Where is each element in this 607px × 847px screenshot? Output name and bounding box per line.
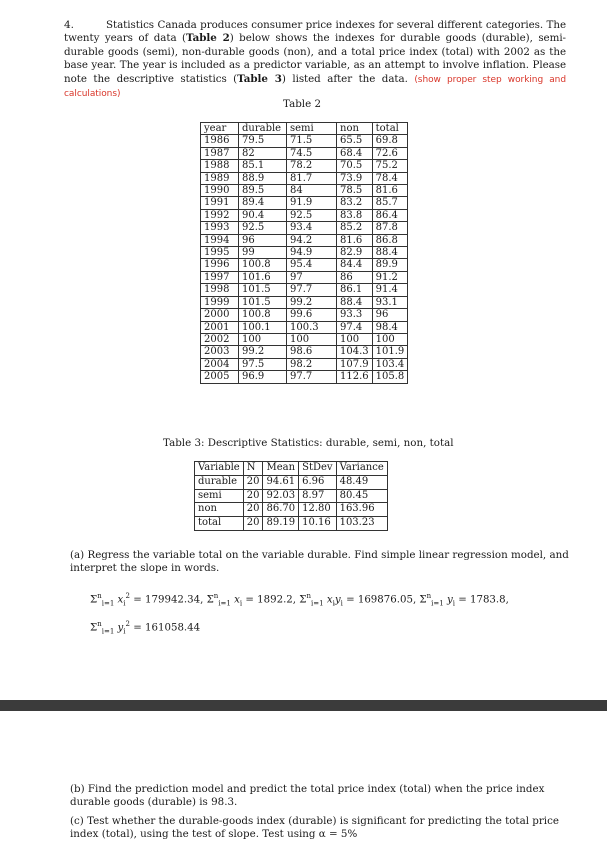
table-cell: 100 (239, 333, 287, 345)
table-row (201, 371, 408, 383)
table-cell: 74.5 (287, 147, 337, 159)
table-cell: 105.8 (372, 371, 408, 383)
table-cell: 103.23 (336, 517, 387, 531)
table-cell: 92.5 (239, 222, 287, 234)
table-cell: 65.5 (337, 135, 373, 147)
table-cell: durable (195, 475, 244, 489)
sums-line-1: $\Sigma^n_{i=1}$ $x_i^2 = 179942.34$, $\Sigma^n_{i=1}$ $x_i = 1892.2$, $\Sigma^n_{i=1}$ $x_iy_i = 169876.05$, $\Sigma^n_{i=1}$ $y_i = 1783.8$, (90, 592, 509, 608)
table-cell: 93.1 (372, 296, 408, 308)
table-cell: 68.4 (337, 147, 373, 159)
table-cell: 78.5 (337, 185, 373, 197)
table-cell: 1998 (201, 284, 239, 296)
table-cell: 1989 (201, 172, 239, 184)
table-cell: 99.2 (287, 296, 337, 308)
table-row (195, 475, 388, 489)
table-row (195, 517, 388, 531)
table-cell: 1987 (201, 147, 239, 159)
table-cell: 8.97 (299, 489, 336, 503)
table-row (201, 222, 408, 234)
column-header: N (243, 462, 263, 476)
table-row (201, 234, 408, 246)
table-cell: 94.2 (287, 234, 337, 246)
table-cell: 1999 (201, 296, 239, 308)
table-cell: 89.5 (239, 185, 287, 197)
table-cell: 87.8 (372, 222, 408, 234)
table-row (201, 296, 408, 308)
table-cell: 107.9 (337, 358, 373, 370)
table-cell: 100.3 (287, 321, 337, 333)
column-header: Variable (195, 462, 244, 476)
table-row (201, 358, 408, 370)
table-cell: 101.9 (372, 346, 408, 358)
table-cell: 98.4 (372, 321, 408, 333)
column-header: non (337, 123, 373, 135)
page-separator-bar (0, 700, 607, 711)
table-cell: 98.6 (287, 346, 337, 358)
table-cell: 79.5 (239, 135, 287, 147)
table-cell: 99 (239, 247, 287, 259)
table-cell: 100 (287, 333, 337, 345)
table-cell: 12.80 (299, 503, 336, 517)
table3-reference: Table 3 (237, 72, 282, 85)
table-cell: 89.4 (239, 197, 287, 209)
table-row (201, 185, 408, 197)
table-cell: 1988 (201, 160, 239, 172)
table-cell: 89.9 (372, 259, 408, 271)
table-row (195, 489, 388, 503)
table-cell: 86.70 (263, 503, 299, 517)
table-cell: 93.4 (287, 222, 337, 234)
table-cell: 69.8 (372, 135, 408, 147)
table-cell: 88.9 (239, 172, 287, 184)
table2-reference: Table 2 (186, 32, 230, 45)
table-cell: 89.19 (263, 517, 299, 531)
table-cell: 86.4 (372, 209, 408, 221)
table-cell: 81.7 (287, 172, 337, 184)
sum-x-value: 1892.2 (257, 594, 293, 606)
table-cell: 81.6 (337, 234, 373, 246)
table-row (201, 160, 408, 172)
table-cell: 100 (337, 333, 373, 345)
table-cell: 82.9 (337, 247, 373, 259)
table-cell: 101.5 (239, 284, 287, 296)
table-cell: 1992 (201, 209, 239, 221)
table-cell: 1994 (201, 234, 239, 246)
table-cell: 75.2 (372, 160, 408, 172)
table-cell: 72.6 (372, 147, 408, 159)
column-header: StDev (299, 462, 336, 476)
table-cell: 91.9 (287, 197, 337, 209)
table-cell: 90.4 (239, 209, 287, 221)
table-cell: 80.45 (336, 489, 387, 503)
table-cell: 91.2 (372, 271, 408, 283)
table-cell: 81.6 (372, 185, 408, 197)
table-row (201, 197, 408, 209)
table-cell: semi (195, 489, 244, 503)
table3 (194, 461, 388, 531)
table-cell: 163.96 (336, 503, 387, 517)
table-cell: 101.5 (239, 296, 287, 308)
table-cell: 73.9 (337, 172, 373, 184)
table-cell: non (195, 503, 244, 517)
table-cell: 92.5 (287, 209, 337, 221)
instruction-hint: (show proper step working and calculations) (64, 74, 566, 100)
table-cell: 103.4 (372, 358, 408, 370)
table-cell: 84 (287, 185, 337, 197)
table-cell: total (195, 517, 244, 531)
table-cell: 70.5 (337, 160, 373, 172)
table-cell: 20 (243, 517, 263, 531)
table-row (201, 147, 408, 159)
table-cell: 2001 (201, 321, 239, 333)
column-header: Variance (336, 462, 387, 476)
table-cell: 1990 (201, 185, 239, 197)
sum-x2-value: 179942.34 (145, 594, 201, 606)
table-cell: 104.3 (337, 346, 373, 358)
table-cell: 97.4 (337, 321, 373, 333)
table-cell: 20 (243, 503, 263, 517)
table-row (201, 271, 408, 283)
table-cell: 2004 (201, 358, 239, 370)
table-cell: 2005 (201, 371, 239, 383)
part-a-question: (a) Regress the variable total on the variable durable. Find simple linear regression model, and interpret the slope in words. (70, 549, 569, 575)
column-header: semi (287, 123, 337, 135)
table-cell: 20 (243, 475, 263, 489)
sum-y-value: 1783.8 (469, 594, 506, 606)
table-cell: 83.8 (337, 209, 373, 221)
table-cell: 1995 (201, 247, 239, 259)
table-row (201, 309, 408, 321)
column-header: durable (239, 123, 287, 135)
table-cell: 10.16 (299, 517, 336, 531)
table-cell: 96 (239, 234, 287, 246)
table-cell: 48.49 (336, 475, 387, 489)
part-b-question: (b) Find the prediction model and predict the total price index (total) when the price index durable goods (durable) is 98.3. (70, 783, 545, 809)
table-cell: 88.4 (337, 296, 373, 308)
table-cell: 91.4 (372, 284, 408, 296)
table-cell: 101.6 (239, 271, 287, 283)
sums-line-2: $\Sigma^n_{i=1}$ $y_i^2 = 161058.44$ (90, 620, 201, 636)
table-row (201, 247, 408, 259)
table-cell: 96.9 (239, 371, 287, 383)
table-cell: 84.4 (337, 259, 373, 271)
intro-text-3: ) listed after the data. (281, 72, 408, 85)
table-cell: 97.5 (239, 358, 287, 370)
table-cell: 1997 (201, 271, 239, 283)
table-cell: 78.2 (287, 160, 337, 172)
table-cell: 99.6 (287, 309, 337, 321)
table-cell: 85.1 (239, 160, 287, 172)
table-cell: 88.4 (372, 247, 408, 259)
question-intro (64, 19, 566, 101)
column-header: total (372, 123, 408, 135)
table-cell: 94.9 (287, 247, 337, 259)
table-cell: 97 (287, 271, 337, 283)
table-cell: 97.7 (287, 371, 337, 383)
table-cell: 86.8 (372, 234, 408, 246)
table-cell: 100.1 (239, 321, 287, 333)
table-cell: 93.3 (337, 309, 373, 321)
table-cell: 1996 (201, 259, 239, 271)
table-cell: 97.7 (287, 284, 337, 296)
table-cell: 85.2 (337, 222, 373, 234)
table2 (200, 122, 408, 384)
table-cell: 78.4 (372, 172, 408, 184)
column-header: Mean (263, 462, 299, 476)
intro-text-1: Statistics Canada produces consumer price indexes for several different categories. The twenty years of data ( (64, 19, 566, 45)
table-cell: 1986 (201, 135, 239, 147)
intro-text-2: ) below shows the indexes for durable goods (durable), semi-durable goods (semi), non-durable goods (non), and a total price index (total) with 2002 as the base year. The year is included as a predictor variable, as an attempt to involve inflation. Please note the descriptive statistics ( (64, 32, 566, 85)
table-row (201, 259, 408, 271)
table-row (201, 333, 408, 345)
table-cell: 83.2 (337, 197, 373, 209)
table-row (201, 172, 408, 184)
table-cell: 85.7 (372, 197, 408, 209)
part-c-question: (c) Test whether the durable-goods index (durable) is significant for predicting the total price index (total), using the test of slope. Test using α = 5% (70, 815, 559, 841)
table-cell: 100.8 (239, 259, 287, 271)
table2-caption: Table 2 (283, 98, 322, 110)
table-cell: 96 (372, 309, 408, 321)
table-cell: 95.4 (287, 259, 337, 271)
question-number: 4. (64, 19, 75, 31)
table-cell: 1993 (201, 222, 239, 234)
table-cell: 1991 (201, 197, 239, 209)
table-cell: 2002 (201, 333, 239, 345)
table-cell: 71.5 (287, 135, 337, 147)
table-cell: 6.96 (299, 475, 336, 489)
table-row (201, 346, 408, 358)
table-cell: 94.61 (263, 475, 299, 489)
sum-xy-value: 169876.05 (357, 594, 413, 606)
table-row (201, 209, 408, 221)
table-cell: 86.1 (337, 284, 373, 296)
table-cell: 2003 (201, 346, 239, 358)
column-header: year (201, 123, 239, 135)
table-cell: 2000 (201, 309, 239, 321)
table-cell: 98.2 (287, 358, 337, 370)
table-cell: 100.8 (239, 309, 287, 321)
sum-y2-value: 161058.44 (145, 622, 201, 634)
table-row (201, 135, 408, 147)
table-cell: 86 (337, 271, 373, 283)
table-cell: 99.2 (239, 346, 287, 358)
table-cell: 112.6 (337, 371, 373, 383)
table-row (201, 321, 408, 333)
table-cell: 20 (243, 489, 263, 503)
table-row (195, 503, 388, 517)
table-row (201, 284, 408, 296)
table-cell: 82 (239, 147, 287, 159)
table-cell: 100 (372, 333, 408, 345)
table3-caption: Table 3: Descriptive Statistics: durable, semi, non, total (163, 437, 454, 449)
table-cell: 92.03 (263, 489, 299, 503)
